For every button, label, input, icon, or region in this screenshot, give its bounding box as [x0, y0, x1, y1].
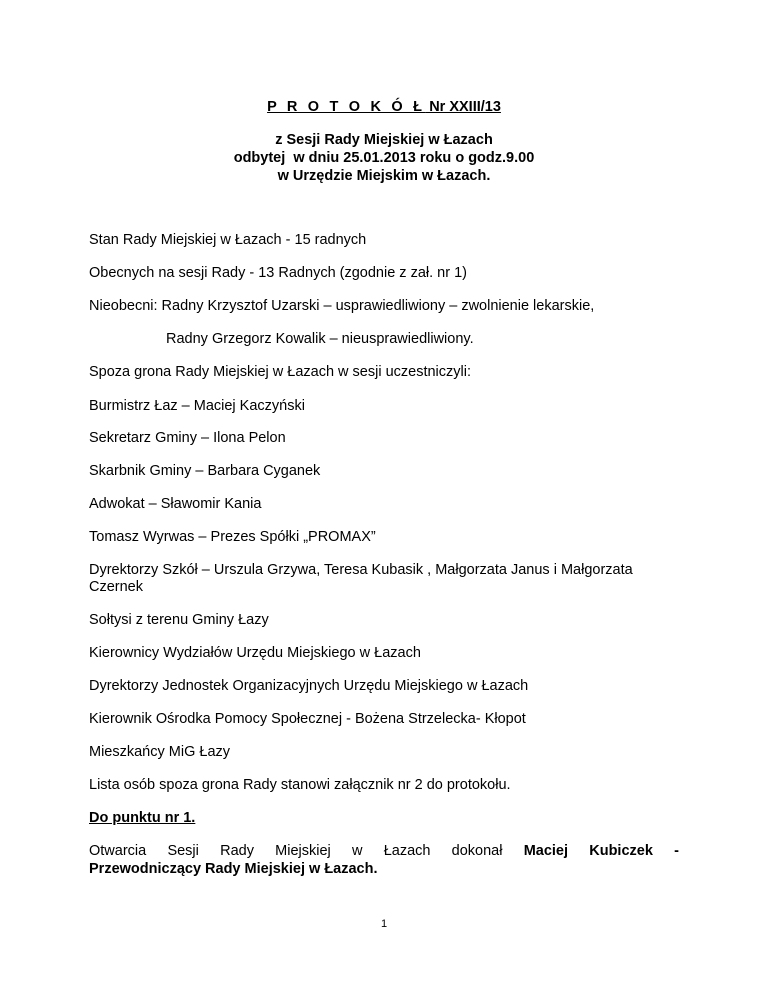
subtitle-line-2: odbytej w dniu 25.01.2013 roku o godz.9.00 [233, 150, 535, 166]
otwarcie-bold-word: Maciej [523, 843, 569, 859]
page-number: 1 [380, 918, 388, 930]
obecnych: Obecnych na sesji Rady - 13 Radnych (zgodnie z zał. nr 1) [89, 265, 467, 281]
dyrektorzy-szkol-line-2: Czernek [89, 579, 143, 595]
subtitle-line-3: w Urzędzie Miejskim w Łazach. [277, 168, 491, 184]
otwarcie-bold-word: - [674, 843, 679, 859]
skarbnik: Skarbnik Gminy – Barbara Cyganek [89, 463, 321, 479]
otwarcie-word: Sesji [167, 843, 199, 859]
otwarcie-word: dokonał [451, 843, 503, 859]
nieobecni-line-2: Radny Grzegorz Kowalik – nieusprawiedliwiony. [166, 331, 474, 347]
otwarcie-word: Rady [220, 843, 254, 859]
section-heading-punkt-1: Do punktu nr 1. [89, 810, 196, 826]
title-number: Nr XXIII/13 [425, 99, 501, 115]
prezes-promax: Tomasz Wyrwas – Prezes Spółki „PROMAX” [89, 529, 376, 545]
dyrektorzy-szkol-line-1: Dyrektorzy Szkół – Urszula Grzywa, Teresa Kubasik , Małgorzata Janus i Małgorzata [89, 562, 633, 578]
stan-rady: Stan Rady Miejskiej w Łazach - 15 radnych [89, 232, 367, 248]
spoza-grona: Spoza grona Rady Miejskiej w Łazach w sesji uczestniczyli: [89, 364, 471, 380]
lista-osob: Lista osób spoza grona Rady stanowi załącznik nr 2 do protokołu. [89, 777, 511, 793]
burmistrz: Burmistrz Łaz – Maciej Kaczyński [89, 398, 305, 414]
otwarcie-line-1 [89, 842, 679, 860]
dyrektorzy-jednostek: Dyrektorzy Jednostek Organizacyjnych Urzędu Miejskiego w Łazach [89, 678, 529, 694]
otwarcie-bold-word: Kubiczek [589, 843, 653, 859]
otwarcie-line-2: Przewodniczący Rady Miejskiej w Łazach. [89, 861, 378, 877]
otwarcie-word: Łazach [383, 843, 431, 859]
otwarcie-word: Otwarcia [89, 843, 147, 859]
sekretarz: Sekretarz Gminy – Ilona Pelon [89, 430, 286, 446]
otwarcie-word: w [351, 843, 363, 859]
subtitle-line-1: z Sesji Rady Miejskiej w Łazach [275, 132, 493, 148]
kierownicy-wydzialow: Kierownicy Wydziałów Urzędu Miejskiego w Łazach [89, 645, 421, 661]
nieobecni-line-1: Nieobecni: Radny Krzysztof Uzarski – usprawiedliwiony – zwolnienie lekarskie, [89, 298, 595, 314]
document-subtitle [0, 131, 768, 185]
title-spaced: P R O T O K Ó Ł [267, 99, 426, 115]
otwarcie-word: Miejskiej [275, 843, 331, 859]
adwokat: Adwokat – Sławomir Kania [89, 496, 262, 512]
mieszkancy: Mieszkańcy MiG Łazy [89, 744, 231, 760]
document-title [0, 99, 768, 115]
otwarcie-paragraph [89, 842, 689, 878]
kierownik-ops: Kierownik Ośrodka Pomocy Społecznej - Bożena Strzelecka- Kłopot [89, 711, 526, 727]
soltysi: Sołtysi z terenu Gminy Łazy [89, 612, 269, 628]
